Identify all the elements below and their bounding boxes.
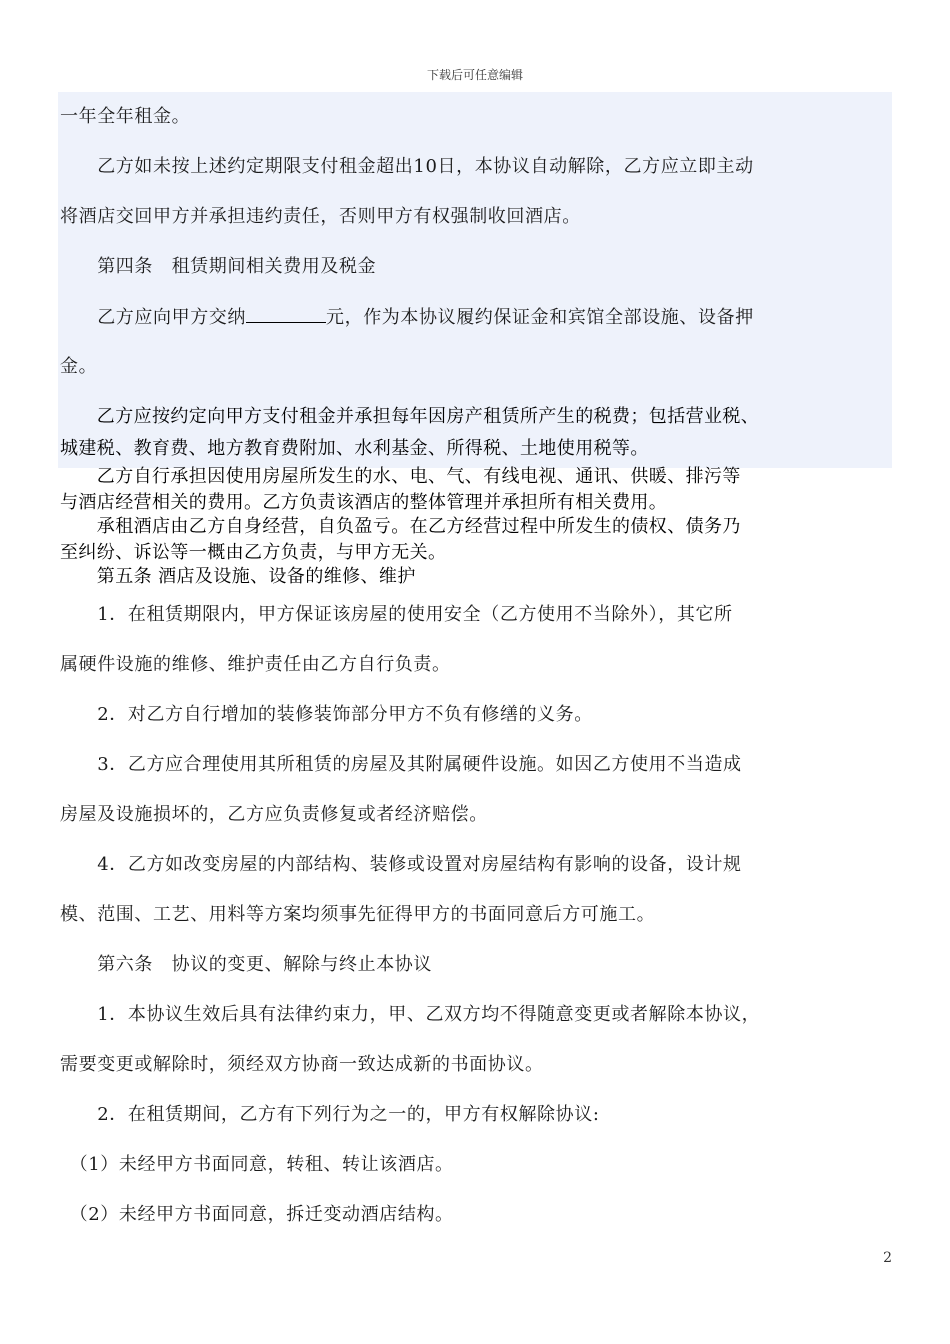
body-line: 乙方如未按上述约定期限支付租金超出10日，本协议自动解除，乙方应立即主动: [60, 156, 754, 177]
body-line: 房屋及设施损坏的，乙方应负责修复或者经济赔偿。: [60, 804, 488, 825]
body-line: 3．乙方应合理使用其所租赁的房屋及其附属硬件设施。如因乙方使用不当造成: [60, 754, 742, 775]
body-line: 需要变更或解除时，须经双方协商一致达成新的书面协议。: [60, 1054, 544, 1075]
body-line: 金。: [60, 356, 98, 377]
list-item: （2）未经甲方书面同意，拆迁变动酒店结构。: [60, 1204, 454, 1225]
list-item: （1）未经甲方书面同意，转租、转让该酒店。: [60, 1154, 454, 1175]
body-line: 属硬件设施的维修、维护责任由乙方自行负责。: [60, 654, 451, 675]
section-heading-5: 第五条 酒店及设施、设备的维修、维护: [60, 566, 416, 587]
body-line: 城建税、教育费、地方教育费附加、水利基金、所得税、土地使用税等。: [60, 438, 649, 459]
section-heading-6: 第六条 协议的变更、解除与终止本协议: [60, 954, 432, 975]
page-header: 下载后可任意编辑: [426, 68, 523, 82]
page-number: 2: [883, 1250, 892, 1266]
body-line: 乙方自行承担因使用房屋所发生的水、电、气、有线电视、通讯、供暖、排污等: [60, 466, 741, 487]
body-line: 将酒店交回甲方并承担违约责任，否则甲方有权强制收回酒店。: [60, 206, 581, 227]
body-line: 承租酒店由乙方自身经营，自负盈亏。在乙方经营过程中所发生的债权、债务乃: [60, 516, 741, 537]
body-line: 2．对乙方自行增加的装修装饰部分甲方不负有修缮的义务。: [60, 704, 593, 725]
body-line: 至纠纷、诉讼等一概由乙方负责，与甲方无关。: [60, 542, 447, 563]
body-line: 2．在租赁期间，乙方有下列行为之一的，甲方有权解除协议:: [60, 1104, 600, 1125]
body-line: [60, 306, 896, 329]
deposit-text-end: 元，作为本协议履约保证金和宾馆全部设施、设备押: [326, 307, 754, 328]
body-line: 乙方应按约定向甲方支付租金并承担每年因房产租赁所产生的税费；包括营业税、: [60, 406, 760, 427]
body-line: 4．乙方如改变房屋的内部结构、装修或设置对房屋结构有影响的设备，设计规: [60, 854, 742, 875]
body-line: 1．在租赁期限内，甲方保证该房屋的使用安全（乙方使用不当除外），其它所: [60, 604, 733, 625]
body-line: 模、范围、工艺、用料等方案均须事先征得甲方的书面同意后方可施工。: [60, 904, 656, 925]
section-heading-4: 第四条 租赁期间相关费用及税金: [60, 256, 377, 277]
body-line: 与酒店经营相关的费用。乙方负责该酒店的整体管理并承担所有相关费用。: [60, 492, 668, 513]
body-line: 一年全年租金。: [60, 106, 191, 127]
deposit-text-start: 乙方应向甲方交纳: [60, 307, 246, 328]
body-line: 1．本协议生效后具有法律约束力，甲、乙双方均不得随意变更或者解除本协议，: [60, 1004, 761, 1025]
deposit-amount-blank: [246, 306, 326, 323]
